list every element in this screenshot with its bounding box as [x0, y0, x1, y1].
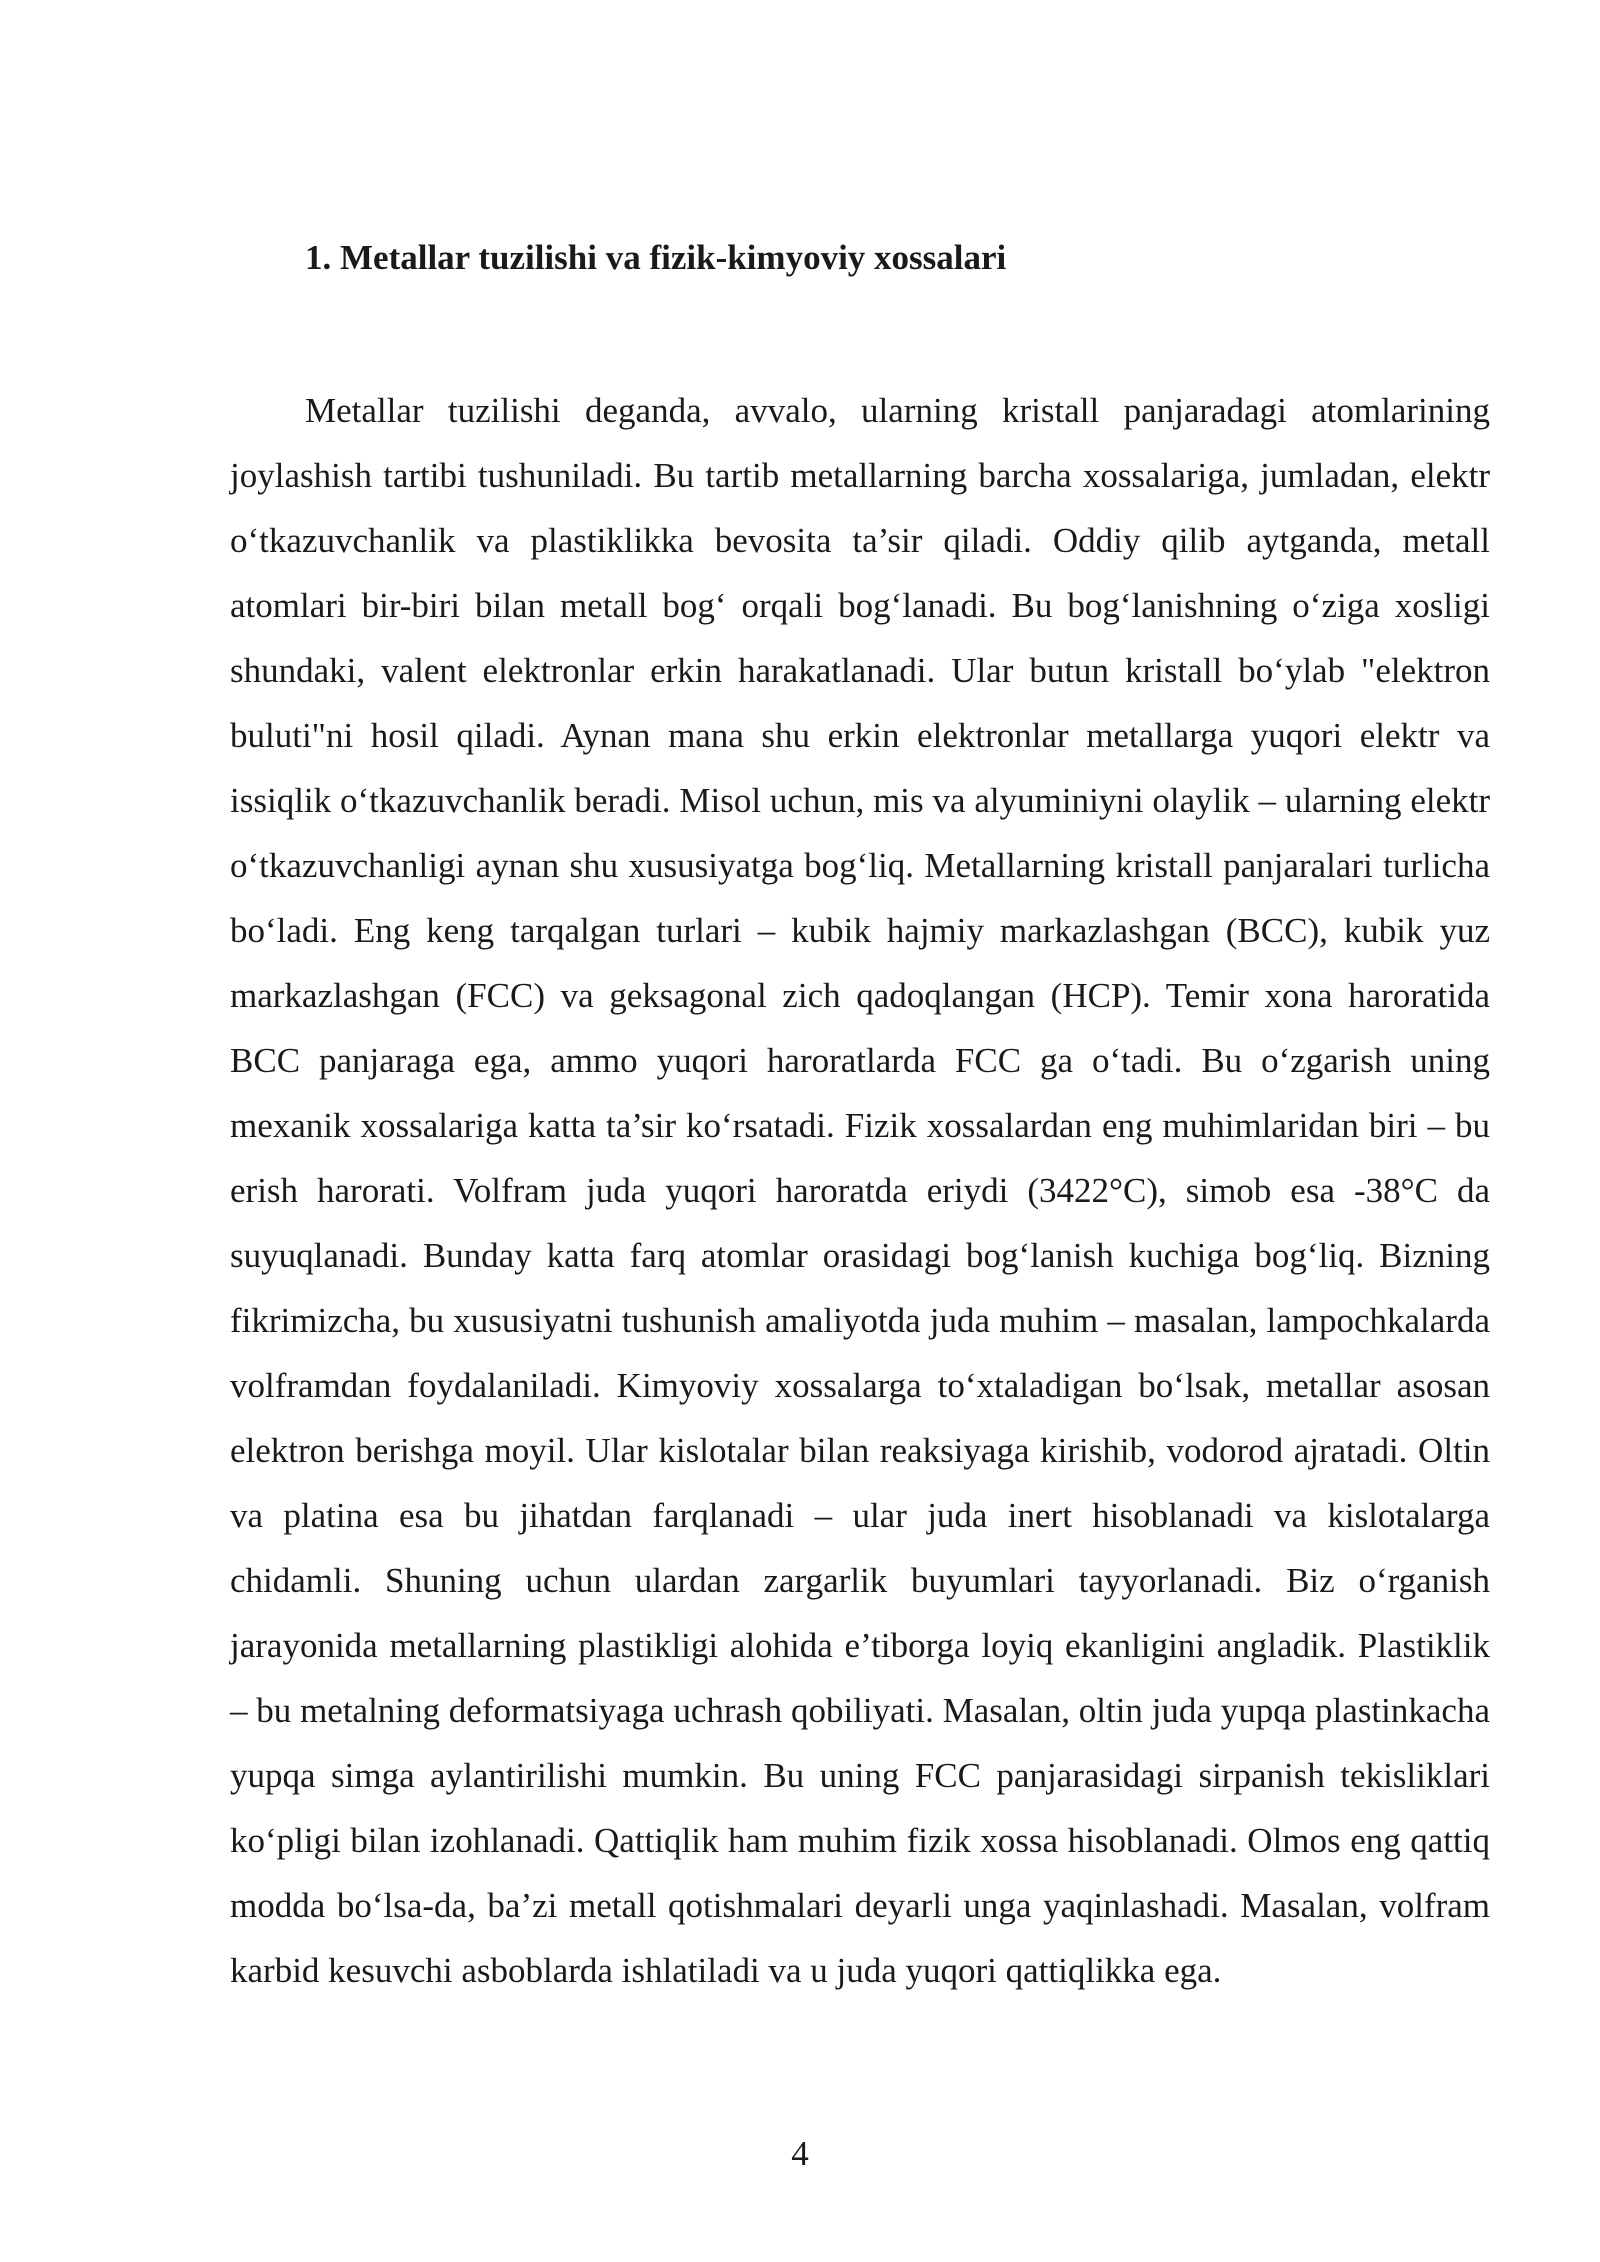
section-heading: 1. Metallar tuzilishi va fizik-kimyoviy xossalari	[305, 238, 1007, 277]
body-paragraph: Metallar tuzilishi deganda, avvalo, ularning kristall panjaradagi atomlarining joylashish tartibi tushuniladi. Bu tartib metallarning barcha xossalariga, jumladan, elektr o‘tkazuvchanlik va plastiklikka bevosita ta’sir qiladi. Oddiy qilib aytganda, metall atomlari bir-biri bilan metall bog‘ orqali bog‘lanadi. Bu bog‘lanishning o‘ziga xosligi shundaki, valent elektronlar erkin harakatlanadi. Ular butun kristall bo‘ylab "elektron buluti"ni hosil qiladi. Aynan mana shu erkin elektronlar metallarga yuqori elektr va issiqlik o‘tkazuvchanlik beradi. Misol uchun, mis va alyuminiyni olaylik – ularning elektr o‘tkazuvchanligi aynan shu xususiyatga bog‘liq. Metallarning kristall panjaralari turlicha bo‘ladi. Eng keng tarqalgan turlari – kubik hajmiy markazlashgan (BCC), kubik yuz markazlashgan (FCC) va geksagonal zich qadoqlangan (HCP). Temir xona haroratida BCC panjaraga ega, ammo yuqori haroratlarda FCC ga o‘tadi. Bu o‘zgarish uning mexanik xossalariga katta ta’sir ko‘rsatadi. Fizik xossalardan eng muhimlaridan biri – bu erish harorati. Volfram juda yuqori haroratda eriydi (3422°C), simob esa -38°C da suyuqlanadi. Bunday katta farq atomlar orasidagi bog‘lanish kuchiga bog‘liq. Bizning fikrimizcha, bu xususiyatni tushunish amaliyotda juda muhim – masalan, lampochkalarda volframdan foydalaniladi. Kimyoviy xossalarga to‘xtaladigan bo‘lsak, metallar asosan elektron berishga moyil. Ular kislotalar bilan reaksiyaga kirishib, vodorod ajratadi. Oltin va platina esa bu jihatdan farqlanadi – ular juda inert hisoblanadi va kislotalarga chidamli. Shuning uchun ulardan zargarlik buyumlari tayyorlanadi. Biz o‘rganish jarayonida metallarning plastikligi alohida e’tiborga loyiq ekanligini angladik. Plastiklik – bu metalning deformatsiyaga uchrash qobiliyati. Masalan, oltin juda yupqa plastinkacha yupqa simga aylantirilishi mumkin. Bu uning FCC panjarasidagi sirpanish tekisliklari ko‘pligi bilan izohlanadi. Qattiqlik ham muhim fizik xossa hisoblanadi. Olmos eng qattiq modda bo‘lsa-da, ba’zi metall qotishmalari deyarli unga yaqinlashadi. Masalan, volfram karbid kesuvchi asboblarda ishlatiladi va u juda yuqori qattiqlikka ega.	[230, 391, 1490, 1990]
page-number: 4	[791, 2134, 809, 2173]
